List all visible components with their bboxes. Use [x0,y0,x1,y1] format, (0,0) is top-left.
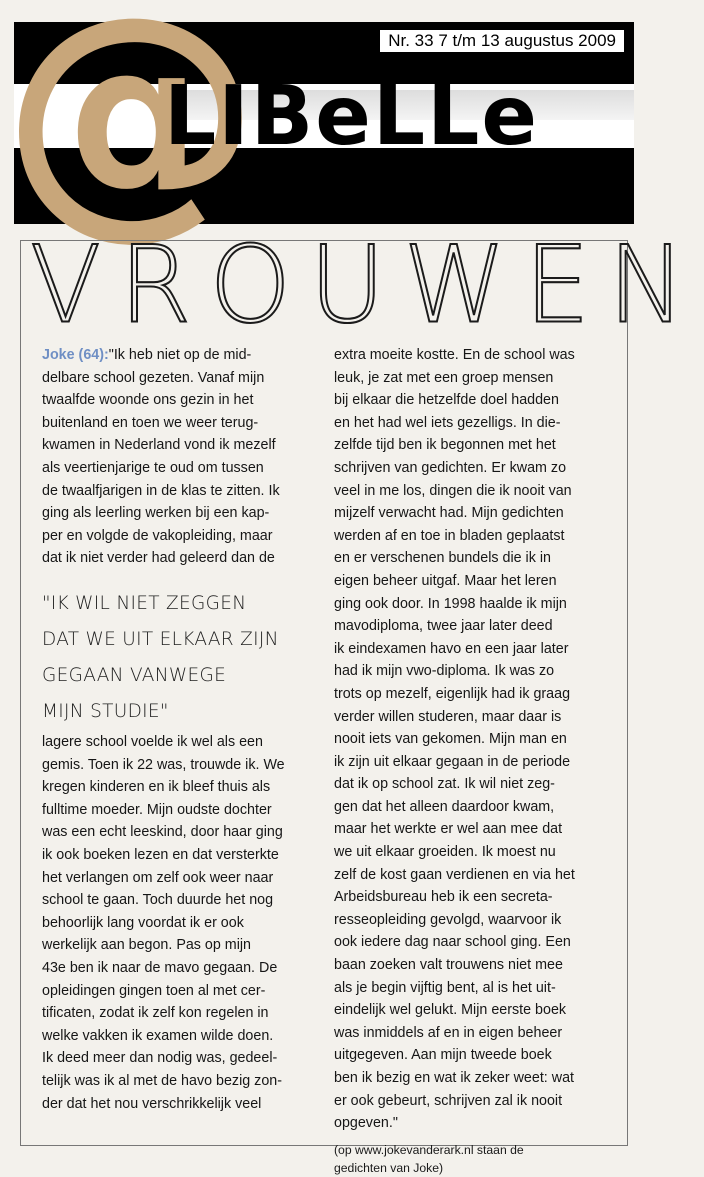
text-line: fulltime moeder. Mijn oudste dochter [42,801,272,818]
text-line: het verlangen om zelf ook weer naar [42,869,274,886]
text-line: ik ook boeken lezen en dat versterkte [42,846,279,863]
text-line: uitgegeven. Aan mijn tweede boek [334,1047,552,1064]
text-line: mijzelf verwacht had. Mijn gedichten [334,505,564,522]
column-left-top [42,344,316,570]
text-line: ik zijn uit elkaar gegaan in de periode [334,753,571,770]
masthead [2,0,634,261]
text-line: nooit iets van gekomen. Mijn man en [334,731,567,748]
pull-quote-line: DAT WE UIT ELKAAR ZIJN [42,629,279,650]
text-line: was inmiddels af en in eigen beheer [334,1024,563,1041]
text-line: buitenland en toen we weer terug- [42,414,259,431]
column-left-bottom [42,731,316,1115]
text-line: als veertienjarige te oud om tussen [42,459,264,476]
text-line: zelf de kost gaan verdienen en via het [334,866,575,883]
text-line-content: "Ik heb niet op de mid- [108,347,252,363]
text-line: der dat het nou verschrikkelijk veel [42,1095,262,1112]
text-line: eindelijk wel gelukt. Mijn eerste boek [334,1002,567,1019]
text-line: werkelijk aan begon. Pas op mijn [42,937,252,954]
headline [30,222,704,348]
text-line: verder willen studeren, maar daar is [334,708,562,725]
text-line: zelfde tijd ben ik begonnen met het [334,437,556,454]
pull-quote-line: MIJN STUDIE" [42,701,169,722]
credit-line: (op www.jokevanderark.nl staan de [334,1142,524,1157]
text-line: ik eindexamen havo en een jaar later [334,640,569,657]
text-line: trots op mezelf, eigenlijk had ik graag [334,685,571,702]
text-line: schrijven van gedichten. Er kwam zo [334,459,567,476]
text-line: opgeven." [334,1115,398,1132]
issue-line: Nr. 33 7 t/m 13 augustus 2009 [380,30,624,52]
text-line: dat ik niet verder had geleerd dan de [42,550,275,567]
text-line: en het had wel iets gezelligs. In die- [334,414,561,431]
column-right [334,344,620,1177]
text-line: lagere school voelde ik wel als een [42,734,263,750]
text-line: werden af en toe in bladen geplaatst [334,527,565,544]
text-line: twaalfde woonde ons gezin in het [42,392,254,409]
text-line: leuk, je zat met een groep mensen [334,369,554,386]
text-line: 43e ben ik naar de mavo gegaan. De [42,959,278,976]
pull-quote-line: GEGAAN VANWEGE [42,665,227,686]
text-line: er ook gebeurt, schrijven zal ik nooit [334,1092,563,1109]
text-line: als je begin vijftig bent, al is het uit- [334,979,556,996]
website-credit [334,1141,620,1177]
pull-quote-line: "IK WIL NIET ZEGGEN [42,593,247,614]
headline-text: VROUWEN [30,222,704,348]
text-line [42,344,316,367]
text-line: delbare school gezeten. Vanaf mijn [42,369,265,386]
text-line: kregen kinderen en ik bleef thuis als [42,779,271,796]
credit-line: gedichten van Joke) [334,1160,444,1175]
text-line: de twaalfjarigen in de klas te zitten. Ik [42,482,280,499]
text-line: veel in me los, dingen die ik nooit van [334,482,572,499]
text-line: Ik deed meer dan nodig was, gedeel- [42,1050,278,1067]
text-line: baan zoeken valt trouwens niet mee [334,957,563,974]
pull-quote [42,586,322,730]
text-line: we uit elkaar groeiden. Ik moest nu [334,844,556,861]
text-line: kwamen in Nederland vond ik mezelf [42,437,276,454]
text-line: ook iedere dag naar school ging. Een [334,934,571,951]
text-line: bij elkaar die hetzelfde doel hadden [334,392,559,409]
text-line: dat ik op school zat. Ik wil niet zeg- [334,776,555,793]
text-line: Arbeidsbureau heb ik een secreta- [334,889,553,906]
text-line: telijk was ik al met de havo bezig zon- [42,1072,282,1089]
text-line: resseopleiding gevolgd, waarvoor ik [334,911,562,928]
text-line: ging als leerling werken bij een kap- [42,505,270,522]
magazine-logo: LIBeLLe [164,69,539,164]
text-line: mavodiploma, twee jaar later deed [334,618,553,635]
text-line: was een echt leeskind, door haar ging [42,824,283,841]
text-line: per en volgde de vakopleiding, maar [42,527,273,544]
text-line: welke vakken ik examen wilde doen. [42,1027,274,1044]
text-line: school te gaan. Toch duurde het nog [42,892,274,909]
text-line: eigen beheer uitgaf. Maar het leren [334,572,557,589]
text-line: ging ook door. In 1998 haalde ik mijn [334,595,567,612]
text-line: gen dat het alleen daardoor kwam, [334,798,555,815]
text-line: tificaten, zodat ik zelf kon regelen in [42,1005,269,1022]
text-line: had ik mijn vwo-diploma. Ik was zo [334,663,555,680]
text-line: behoorlijk lang voordat ik er ook [42,914,244,931]
text-line: ben ik bezig en wat ik zeker weet: wat [334,1070,574,1086]
at-logo-icon: @ [2,0,260,261]
text-line: opleidingen gingen toen al met cer- [42,982,266,999]
speaker-name: Joke (64): [42,347,109,363]
text-line: en er verschenen bundels die ik in [334,550,551,567]
text-line: gemis. Toen ik 22 was, trouwde ik. We [42,756,285,773]
text-line: maar het werkte er wel aan mee dat [334,821,563,838]
text-line: extra moeite kostte. En de school was [334,347,575,363]
